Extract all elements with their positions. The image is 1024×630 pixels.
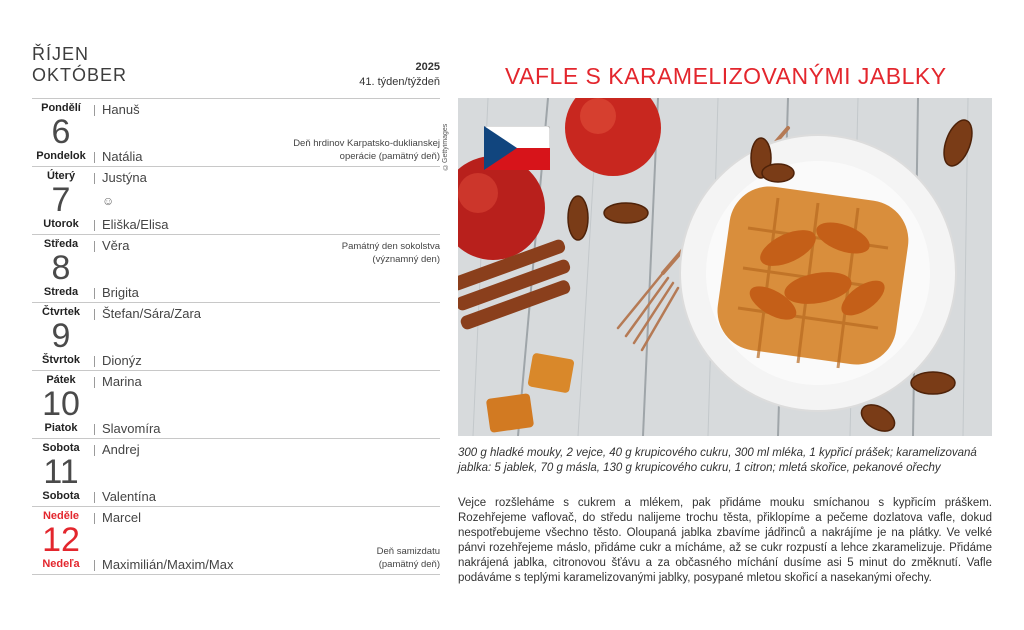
smiley-icon: ☺ (102, 194, 115, 208)
day-row-sunday (32, 506, 440, 575)
divider (94, 424, 95, 435)
weekday-czech: Pátek (46, 374, 76, 386)
day-number: 11 (43, 453, 79, 491)
divider (94, 309, 95, 320)
weekday-czech: Úterý (46, 170, 76, 182)
day-number: 7 (51, 181, 71, 219)
day-number: 12 (42, 521, 80, 559)
divider (94, 513, 95, 524)
weekday-slovak: Utorok (43, 218, 79, 230)
day-list (32, 98, 440, 575)
holiday-note: Památný den sokolstva (významný den) (341, 241, 440, 265)
holiday-note: Deň hrdinov Karpatsko-duklianskej operácie (pamätný deň) (293, 138, 440, 162)
day-row (32, 370, 440, 438)
nameday-slovak: Slavomíra (102, 421, 161, 436)
nameday-slovak: Brigita (102, 285, 139, 300)
recipe-title: VAFLE S KARAMELIZOVANÝMI JABLKY (505, 63, 947, 89)
weekday-czech: Neděle (42, 510, 80, 522)
nameday-czech: Hanuš (102, 102, 140, 117)
nameday-czech: Štefan/Sára/Zara (102, 306, 201, 321)
nameday-czech: Marina (102, 374, 142, 389)
weekday-slovak: Nedeľa (42, 558, 80, 570)
weekday-slovak: Streda (43, 286, 79, 298)
day-row (32, 166, 440, 234)
day-row (32, 234, 440, 302)
divider (94, 377, 95, 388)
nameday-slovak: Maximilián/Maxim/Max (102, 557, 234, 572)
day-row (32, 98, 440, 166)
year-label: 2025 (415, 61, 440, 73)
weekday-czech: Pondělí (41, 102, 81, 114)
recipe-ingredients: 300 g hladké mouky, 2 vejce, 40 g krupicového cukru, 300 ml mléka, 1 kypřicí prášek; karamelizovaná jablka: 5 jablek, 70 g másla, 130 g krupicového cukru, 1 citron; mletá skořice, pekanové ořechy (458, 447, 977, 474)
divider (94, 173, 95, 184)
day-number: 10 (42, 385, 80, 423)
calendar-column (32, 44, 440, 572)
nameday-slovak: Valentína (102, 489, 156, 504)
day-number: 9 (51, 317, 71, 355)
weekday-czech: Čtvrtek (42, 306, 80, 318)
nameday-czech: Andrej (102, 442, 140, 457)
month-slovak: OKTÓBER (32, 65, 128, 85)
weekday-czech: Sobota (42, 442, 80, 454)
divider (94, 241, 95, 252)
holiday-note: Deň samizdatu (pamätný deň) (376, 546, 440, 570)
recipe-photo (458, 98, 992, 436)
nameday-slovak: Eliška/Elisa (102, 217, 169, 232)
day-number: 8 (51, 249, 71, 287)
nameday-slovak: Natália (102, 149, 143, 164)
divider (94, 288, 95, 299)
week-label: 41. týden/týždeň (359, 76, 440, 88)
divider (94, 445, 95, 456)
day-row (32, 438, 440, 506)
divider (94, 492, 95, 503)
nameday-czech: Marcel (102, 510, 142, 525)
weekday-czech: Středa (43, 238, 79, 250)
divider (94, 356, 95, 367)
photo-credit: ©Gettyimages (442, 123, 449, 170)
month-czech: ŘÍJEN (32, 44, 90, 64)
weekday-slovak: Pondelok (36, 150, 86, 162)
recipe-method: Vejce rozšleháme s cukrem a mlékem, pak přidáme mouku smíchanou s kypřicím práškem. Rozehřejeme vaflovač, do středu nalijeme trochu těsta, přiklopíme a pečeme dozlatova vafle, dokud nespotřebujeme všechno těsto. Oloupaná jablka zbavíme jádřinců a nakrájíme je na plátky. Ve velké pánvi rozehřejeme máslo, přidáme cukr a mícháme, až se cukr rozpustí a lehce zkaramelizuje. Přidáme nakrájená jablka, citronovou šťávu a za občasného míchání dusíme asi 5 minut do změknutí. Vafle podáváme s teplými karamelizovanými jablky, posypané mletou skořicí a nasekanými ořechy. (458, 497, 992, 584)
divider (94, 220, 95, 231)
divider (94, 105, 95, 116)
day-row (32, 302, 440, 370)
weekday-slovak: Sobota (42, 490, 80, 502)
nameday-slovak: Dionýz (102, 353, 142, 368)
nameday-czech: Věra (102, 238, 130, 253)
czech-flag-icon (484, 126, 550, 170)
day-number: 6 (51, 113, 71, 151)
weekday-slovak: Piatok (44, 422, 78, 434)
divider (94, 560, 95, 571)
divider (94, 152, 95, 163)
nameday-czech: Justýna (102, 170, 147, 185)
weekday-slovak: Štvrtok (42, 354, 80, 366)
